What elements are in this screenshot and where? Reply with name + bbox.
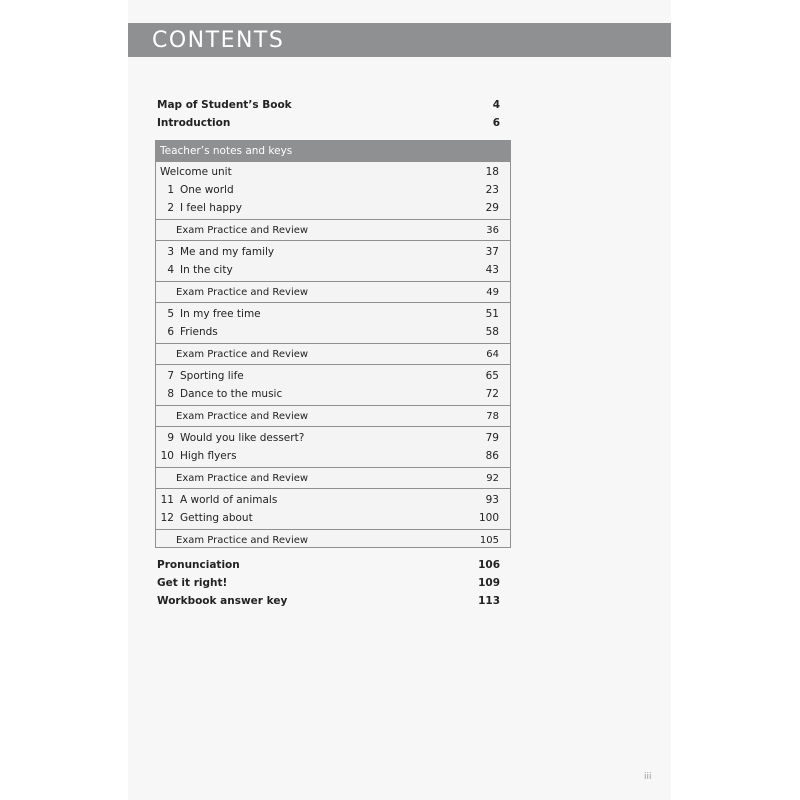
unit-title: In my free time <box>180 308 261 320</box>
unit-title: Dance to the music <box>180 388 283 400</box>
unit-title: Getting about <box>180 512 253 524</box>
toc-entry-page: 49 <box>486 287 499 298</box>
unit-title: I feel happy <box>180 202 242 214</box>
toc-entry-page: 72 <box>485 388 499 400</box>
unit-number: 11 <box>160 494 174 506</box>
divider <box>156 281 510 282</box>
toc-entry-page: 58 <box>485 326 499 338</box>
unit-title: One world <box>180 184 234 196</box>
contents-page <box>128 0 671 800</box>
toc-entry-page: 86 <box>485 450 499 462</box>
unit-number: 3 <box>167 246 174 258</box>
unit-title: Would you like dessert? <box>180 432 305 444</box>
divider <box>156 426 510 427</box>
toc-entry-label: Exam Practice and Review <box>176 349 309 360</box>
unit-title: Me and my family <box>180 246 275 258</box>
divider <box>156 302 510 303</box>
divider <box>156 240 510 241</box>
toc-entry-page: 36 <box>486 225 499 236</box>
toc-entry-page: 109 <box>478 577 500 589</box>
teachers-notes-header <box>155 140 511 162</box>
toc-entry-page: 37 <box>485 246 499 258</box>
unit-number: 8 <box>167 388 174 400</box>
toc-entry-page: 4 <box>492 99 500 111</box>
divider <box>156 488 510 489</box>
toc-entry-page: 79 <box>485 432 499 444</box>
page-title: CONTENTS <box>152 28 285 53</box>
toc-entry-page: 100 <box>478 512 499 524</box>
divider <box>156 364 510 365</box>
unit-number: 1 <box>167 184 174 196</box>
unit-title: A world of animals <box>180 494 278 506</box>
divider <box>156 219 510 220</box>
toc-entry-page: 113 <box>478 595 500 607</box>
divider <box>156 529 510 530</box>
unit-number: 4 <box>167 264 174 276</box>
toc-entry-page: 51 <box>485 308 499 320</box>
toc-entry-label: Welcome unit <box>160 166 232 178</box>
divider <box>156 467 510 468</box>
unit-number: 6 <box>167 326 174 338</box>
toc-entry-page: 65 <box>485 370 499 382</box>
toc-entry-label: Get it right! <box>157 577 228 589</box>
toc-entry-label: Exam Practice and Review <box>176 473 309 484</box>
toc-entry-label: Exam Practice and Review <box>176 535 309 546</box>
toc-entry-page: 29 <box>485 202 499 214</box>
teachers-notes-heading: Teacher’s notes and keys <box>160 145 293 157</box>
unit-title: Sporting life <box>180 370 244 382</box>
unit-number: 9 <box>167 432 174 444</box>
toc-entry-page: 6 <box>492 117 500 129</box>
toc-entry-label: Pronunciation <box>157 559 240 571</box>
page-number: iii <box>644 772 652 782</box>
toc-entry-page: 106 <box>478 559 500 571</box>
toc-entry-label: Exam Practice and Review <box>176 287 309 298</box>
toc-entry-label: Map of Student’s Book <box>157 99 292 111</box>
unit-title: Friends <box>180 326 218 338</box>
toc-entry-label: Exam Practice and Review <box>176 225 309 236</box>
unit-number: 7 <box>167 370 174 382</box>
toc-entry-page: 78 <box>486 411 499 422</box>
toc-entry-label: Introduction <box>157 117 231 129</box>
toc-entry-page: 64 <box>486 349 499 360</box>
divider <box>156 343 510 344</box>
toc-entry-page: 93 <box>485 494 499 506</box>
unit-title: High flyers <box>180 450 237 462</box>
toc-entry-page: 92 <box>486 473 499 484</box>
toc-entry-page: 43 <box>485 264 499 276</box>
toc-entry-page: 105 <box>479 535 499 546</box>
contents-banner <box>128 23 671 57</box>
unit-number: 12 <box>160 512 174 524</box>
unit-number: 5 <box>167 308 174 320</box>
unit-number: 10 <box>160 450 174 462</box>
toc-entry-label: Exam Practice and Review <box>176 411 309 422</box>
toc-entry-page: 23 <box>485 184 499 196</box>
toc-entry-label: Workbook answer key <box>157 595 288 607</box>
toc-entry-page: 18 <box>485 166 499 178</box>
unit-number: 2 <box>167 202 174 214</box>
divider <box>156 405 510 406</box>
unit-title: In the city <box>180 264 233 276</box>
